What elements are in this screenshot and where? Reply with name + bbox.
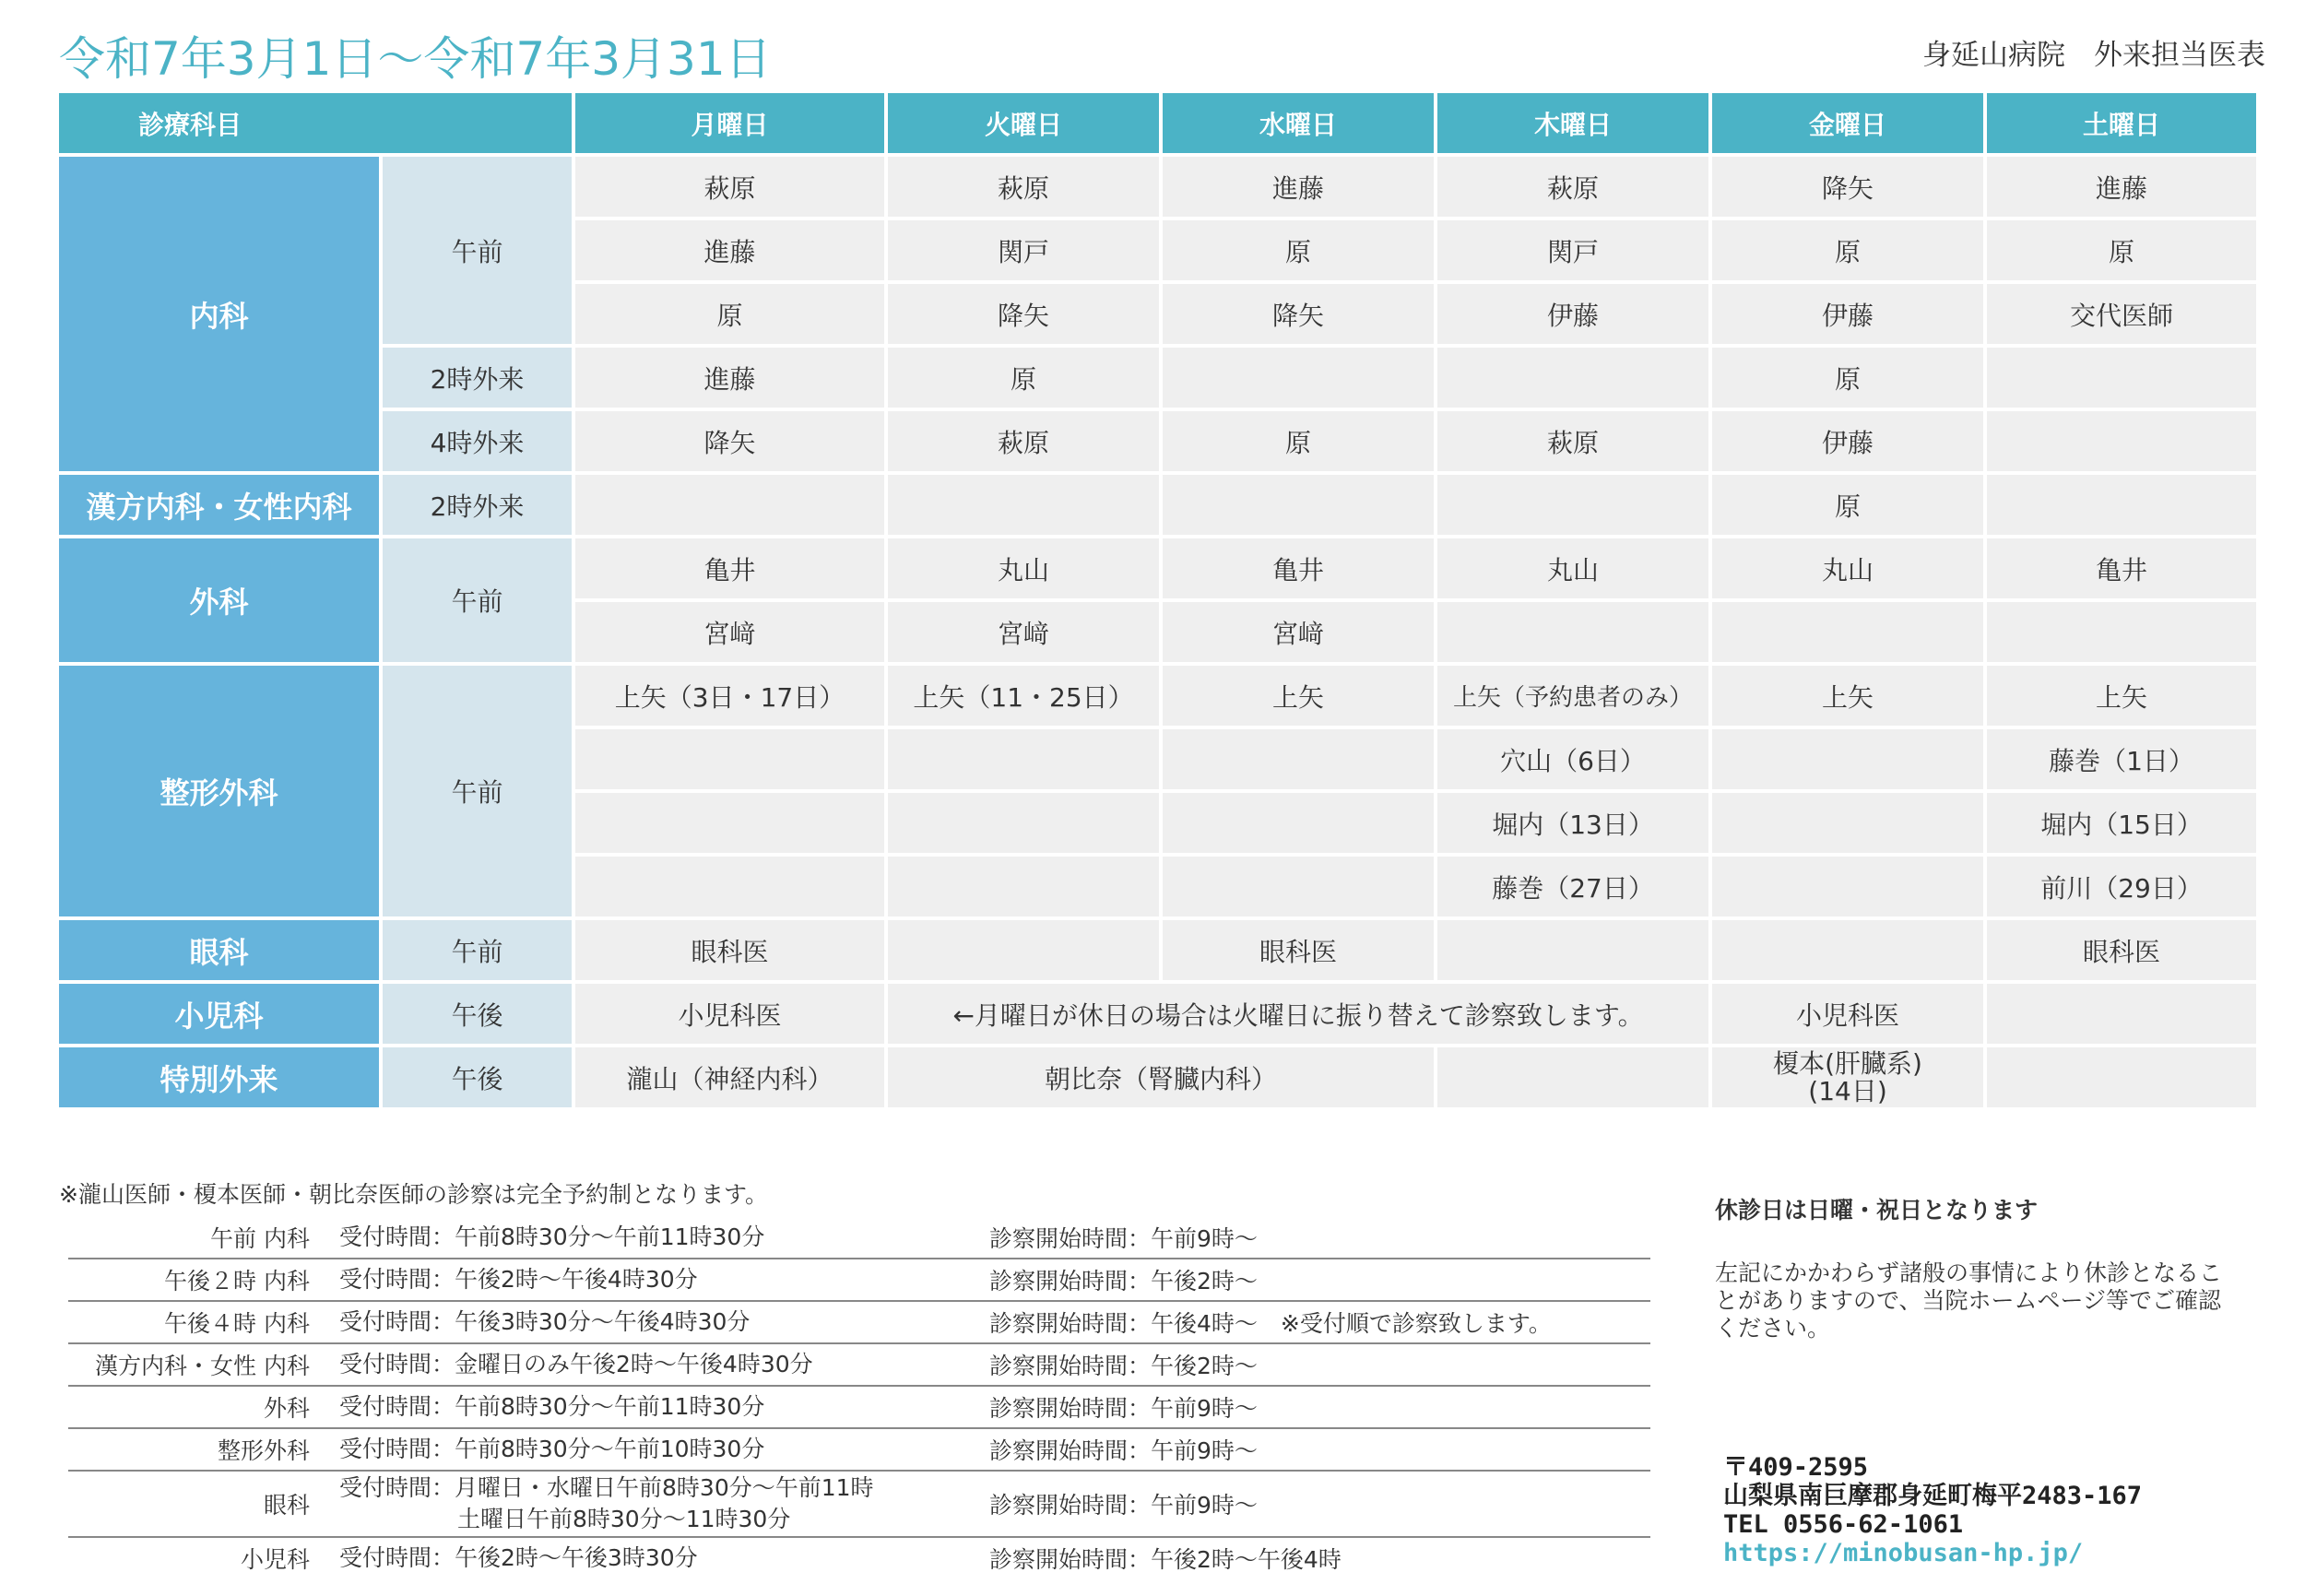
telephone: TEL 0556-62-1061 bbox=[1723, 1510, 1964, 1539]
doctor-cell: 降矢 bbox=[1712, 157, 1983, 217]
doctor-cell bbox=[1712, 729, 1983, 789]
doctor-cell: 萩原 bbox=[888, 411, 1159, 471]
hours-label: 午前 内科 bbox=[210, 1225, 310, 1252]
header-day: 土曜日 bbox=[1987, 93, 2256, 153]
doctor-cell bbox=[1987, 348, 2256, 408]
doctor-cell: 小児科医 bbox=[1712, 984, 1983, 1044]
table-row bbox=[59, 157, 2256, 217]
reception-line: 土曜日午前8時30分〜11時30分 bbox=[457, 1506, 791, 1532]
hours-label: 整形外科 bbox=[217, 1437, 310, 1464]
table-row bbox=[59, 348, 2256, 408]
start-time: 診察開始時間：午前9時〜 bbox=[989, 1395, 1258, 1422]
doctor-cell bbox=[1987, 984, 2256, 1044]
doctor-cell: 上矢（予約患者のみ） bbox=[1437, 666, 1708, 726]
doctor-cell: 眼科医 bbox=[1987, 920, 2256, 980]
doctor-cell bbox=[1712, 793, 1983, 853]
reception-time: 受付時間：午前8時30分〜午前11時30分 bbox=[339, 1224, 765, 1250]
reception-time: 受付時間：午前8時30分〜午前10時30分 bbox=[339, 1436, 765, 1462]
doctor-cell bbox=[1987, 602, 2256, 662]
hours-row bbox=[68, 1472, 1650, 1538]
doctor-cell bbox=[1163, 348, 1434, 408]
website-link[interactable]: https://minobusan-hp.jp/ bbox=[1723, 1539, 2084, 1567]
hours-label: 午後４時 内科 bbox=[164, 1310, 310, 1337]
doctor-cell bbox=[1163, 793, 1434, 853]
doctor-cell: 萩原 bbox=[575, 157, 884, 217]
hours-row bbox=[68, 1344, 1650, 1387]
address-block bbox=[1723, 1453, 2142, 1567]
time-label: 午前 bbox=[383, 538, 572, 662]
doctor-cell: 丸山 bbox=[888, 538, 1159, 598]
doctor-cell: 降矢 bbox=[888, 284, 1159, 344]
table-row bbox=[59, 920, 2256, 980]
hours-label: 外科 bbox=[263, 1395, 310, 1422]
doctor-cell: 原 bbox=[1712, 220, 1983, 280]
closed-days-note: 左記にかかわらず諸般の事情により休診となることがありますので、当院ホームページ等でご確認ください。 bbox=[1715, 1259, 2223, 1342]
doctor-cell: 上矢 bbox=[1712, 666, 1983, 726]
doctor-cell: 交代医師 bbox=[1987, 284, 2256, 344]
doctor-cell bbox=[1712, 602, 1983, 662]
doctor-cell: 亀井 bbox=[1163, 538, 1434, 598]
doctor-cell: 亀井 bbox=[1987, 538, 2256, 598]
hours-row bbox=[68, 1538, 1650, 1578]
doctor-cell bbox=[575, 729, 884, 789]
doctor-cell bbox=[1987, 411, 2256, 471]
header-day: 火曜日 bbox=[888, 93, 1159, 153]
dept-tokubetsu: 特別外来 bbox=[59, 1047, 379, 1107]
doctor-cell: 原 bbox=[1712, 475, 1983, 535]
doctor-cell: 宮﨑 bbox=[888, 602, 1159, 662]
table-row bbox=[59, 984, 2256, 1044]
time-label: 2時外来 bbox=[383, 475, 572, 535]
doctor-cell bbox=[1987, 1047, 2256, 1107]
doctor-cell: 藤巻（27日） bbox=[1437, 857, 1708, 916]
reception-time: 受付時間：午前8時30分〜午前11時30分 bbox=[339, 1393, 765, 1420]
doctor-cell: 原 bbox=[575, 284, 884, 344]
schedule-table bbox=[55, 89, 2260, 1111]
reception-time: 受付時間：午後2時〜午後4時30分 bbox=[339, 1266, 698, 1293]
doctor-cell: 原 bbox=[1163, 220, 1434, 280]
table-row bbox=[59, 1047, 2256, 1107]
doctor-cell bbox=[1163, 475, 1434, 535]
doctor-cell: 原 bbox=[1712, 348, 1983, 408]
doctor-cell: 穴山（6日） bbox=[1437, 729, 1708, 789]
doctor-cell: 堀内（15日） bbox=[1987, 793, 2256, 853]
doctor-cell bbox=[575, 475, 884, 535]
address: 山梨県南巨摩郡身延町梅平2483-167 bbox=[1723, 1482, 2143, 1510]
doctor-cell bbox=[888, 920, 1159, 980]
table-row bbox=[59, 538, 2256, 598]
doctor-cell bbox=[888, 857, 1159, 916]
hours-row bbox=[68, 1259, 1650, 1302]
doctor-cell: 進藤 bbox=[575, 220, 884, 280]
table-row bbox=[59, 475, 2256, 535]
start-time: 診察開始時間：午後2時〜午後4時 bbox=[989, 1546, 1342, 1573]
header-dept: 診療科目 bbox=[59, 93, 572, 153]
start-time: 診察開始時間：午後2時〜 bbox=[989, 1353, 1258, 1379]
header-day: 月曜日 bbox=[575, 93, 884, 153]
time-label: 2時外来 bbox=[383, 348, 572, 408]
header-day: 水曜日 bbox=[1163, 93, 1434, 153]
doctor-cell: 藤巻（1日） bbox=[1987, 729, 2256, 789]
special-date: (14日) bbox=[1808, 1075, 1887, 1106]
doctor-cell bbox=[575, 793, 884, 853]
doctor-cell bbox=[1437, 1047, 1708, 1107]
doctor-cell: 上矢 bbox=[1987, 666, 2256, 726]
time-label: 午後 bbox=[383, 984, 572, 1044]
doctor-cell bbox=[1987, 475, 2256, 535]
doctor-cell: 眼科医 bbox=[575, 920, 884, 980]
doctor-cell: 萩原 bbox=[1437, 157, 1708, 217]
doctor-cell bbox=[1712, 1047, 1983, 1107]
doctor-cell: 亀井 bbox=[575, 538, 884, 598]
start-time: 診察開始時間：午後2時〜 bbox=[989, 1268, 1258, 1295]
doctor-cell: 上矢（11・25日） bbox=[888, 666, 1159, 726]
table-row bbox=[59, 411, 2256, 471]
dept-seikei: 整形外科 bbox=[59, 666, 379, 916]
doctor-cell bbox=[888, 729, 1159, 789]
doctor-cell: 丸山 bbox=[1712, 538, 1983, 598]
doctor-cell: 進藤 bbox=[1987, 157, 2256, 217]
doctor-cell: 関戸 bbox=[1437, 220, 1708, 280]
doctor-cell bbox=[1712, 857, 1983, 916]
hours-label: 小児科 bbox=[240, 1546, 310, 1573]
doctor-cell bbox=[888, 793, 1159, 853]
dept-ganka: 眼科 bbox=[59, 920, 379, 980]
hours-label: 午後２時 内科 bbox=[164, 1268, 310, 1295]
closed-days-title: 休診日は日曜・祝日となります bbox=[1715, 1197, 2039, 1224]
doctor-cell: 宮﨑 bbox=[575, 602, 884, 662]
reception-time: 受付時間：午後2時〜午後3時30分 bbox=[339, 1544, 698, 1571]
doctor-cell: 朝比奈（腎臓内科） bbox=[888, 1047, 1434, 1107]
doctor-cell bbox=[1712, 920, 1983, 980]
dept-kampo: 漢方内科・女性内科 bbox=[59, 475, 379, 535]
hours-row bbox=[68, 1429, 1650, 1472]
doctor-cell bbox=[1437, 475, 1708, 535]
doctor-cell: 原 bbox=[1987, 220, 2256, 280]
doctor-cell: 降矢 bbox=[1163, 284, 1434, 344]
dept-shoni: 小児科 bbox=[59, 984, 379, 1044]
doctor-cell: 瀧山（神経内科） bbox=[575, 1047, 884, 1107]
reception-time: 受付時間：金曜日のみ午後2時〜午後4時30分 bbox=[339, 1351, 813, 1377]
time-label: 4時外来 bbox=[383, 411, 572, 471]
doctor-cell: 原 bbox=[1163, 411, 1434, 471]
page-title: 令和7年3月1日〜令和7年3月31日 bbox=[59, 32, 772, 86]
dept-geka: 外科 bbox=[59, 538, 379, 662]
doctor-cell: 伊藤 bbox=[1712, 284, 1983, 344]
reception-line: 受付時間：月曜日・水曜日午前8時30分〜午前11時 bbox=[339, 1474, 874, 1501]
hours-label: 眼科 bbox=[263, 1492, 310, 1519]
doctor-cell: 上矢（3日・17日） bbox=[575, 666, 884, 726]
doctor-cell bbox=[1437, 602, 1708, 662]
start-time: 診察開始時間：午後4時〜 ※受付順で診察致します。 bbox=[989, 1310, 1552, 1337]
doctor-cell: 上矢 bbox=[1163, 666, 1434, 726]
footnote: ※瀧山医師・榎本医師・朝比奈医師の診察は完全予約制となります。 bbox=[59, 1181, 768, 1208]
reception-time: 受付時間：午後3時30分〜午後4時30分 bbox=[339, 1308, 751, 1335]
doctor-cell: 萩原 bbox=[888, 157, 1159, 217]
doctor-cell: 降矢 bbox=[575, 411, 884, 471]
doctor-cell bbox=[888, 475, 1159, 535]
hours-row bbox=[68, 1387, 1650, 1429]
doctor-cell: 丸山 bbox=[1437, 538, 1708, 598]
header-row bbox=[59, 93, 2256, 153]
doctor-cell: 萩原 bbox=[1437, 411, 1708, 471]
hours-list bbox=[68, 1217, 1650, 1578]
start-time: 診察開始時間：午前9時〜 bbox=[989, 1225, 1258, 1252]
doctor-cell bbox=[1163, 729, 1434, 789]
zip-code: 〒409-2595 bbox=[1723, 1453, 1869, 1482]
doctor-cell: 進藤 bbox=[1163, 157, 1434, 217]
doctor-cell: 原 bbox=[888, 348, 1159, 408]
doctor-cell bbox=[1437, 348, 1708, 408]
start-time: 診察開始時間：午前9時〜 bbox=[989, 1437, 1258, 1464]
doctor-cell: 伊藤 bbox=[1712, 411, 1983, 471]
table-row bbox=[59, 666, 2256, 726]
reception-time bbox=[339, 1472, 989, 1535]
doctor-cell bbox=[575, 857, 884, 916]
doctor-cell: 堀内（13日） bbox=[1437, 793, 1708, 853]
time-label: 午前 bbox=[383, 920, 572, 980]
hours-label: 漢方内科・女性 内科 bbox=[95, 1353, 310, 1379]
holiday-note: ←月曜日が休日の場合は火曜日に振り替えて診察致します。 bbox=[888, 984, 1708, 1044]
doctor-cell: 前川（29日） bbox=[1987, 857, 2256, 916]
doctor-cell: 関戸 bbox=[888, 220, 1159, 280]
time-label: 午前 bbox=[383, 157, 572, 344]
doctor-cell: 進藤 bbox=[575, 348, 884, 408]
doctor-cell: 伊藤 bbox=[1437, 284, 1708, 344]
header-day: 木曜日 bbox=[1437, 93, 1708, 153]
special-doctor: 榎本(肝臓系) bbox=[1773, 1047, 1922, 1079]
doctor-cell: 小児科医 bbox=[575, 984, 884, 1044]
start-time: 診察開始時間：午前9時〜 bbox=[989, 1492, 1258, 1519]
hours-row bbox=[68, 1217, 1650, 1259]
header-day: 金曜日 bbox=[1712, 93, 1983, 153]
time-label: 午後 bbox=[383, 1047, 572, 1107]
doctor-cell: 眼科医 bbox=[1163, 920, 1434, 980]
doctor-cell bbox=[1163, 857, 1434, 916]
hospital-title: 身延山病院 外来担当医表 bbox=[1922, 39, 2265, 72]
dept-naika: 内科 bbox=[59, 157, 379, 471]
hours-row bbox=[68, 1302, 1650, 1344]
time-label: 午前 bbox=[383, 666, 572, 916]
doctor-cell: 宮﨑 bbox=[1163, 602, 1434, 662]
doctor-cell bbox=[1437, 920, 1708, 980]
